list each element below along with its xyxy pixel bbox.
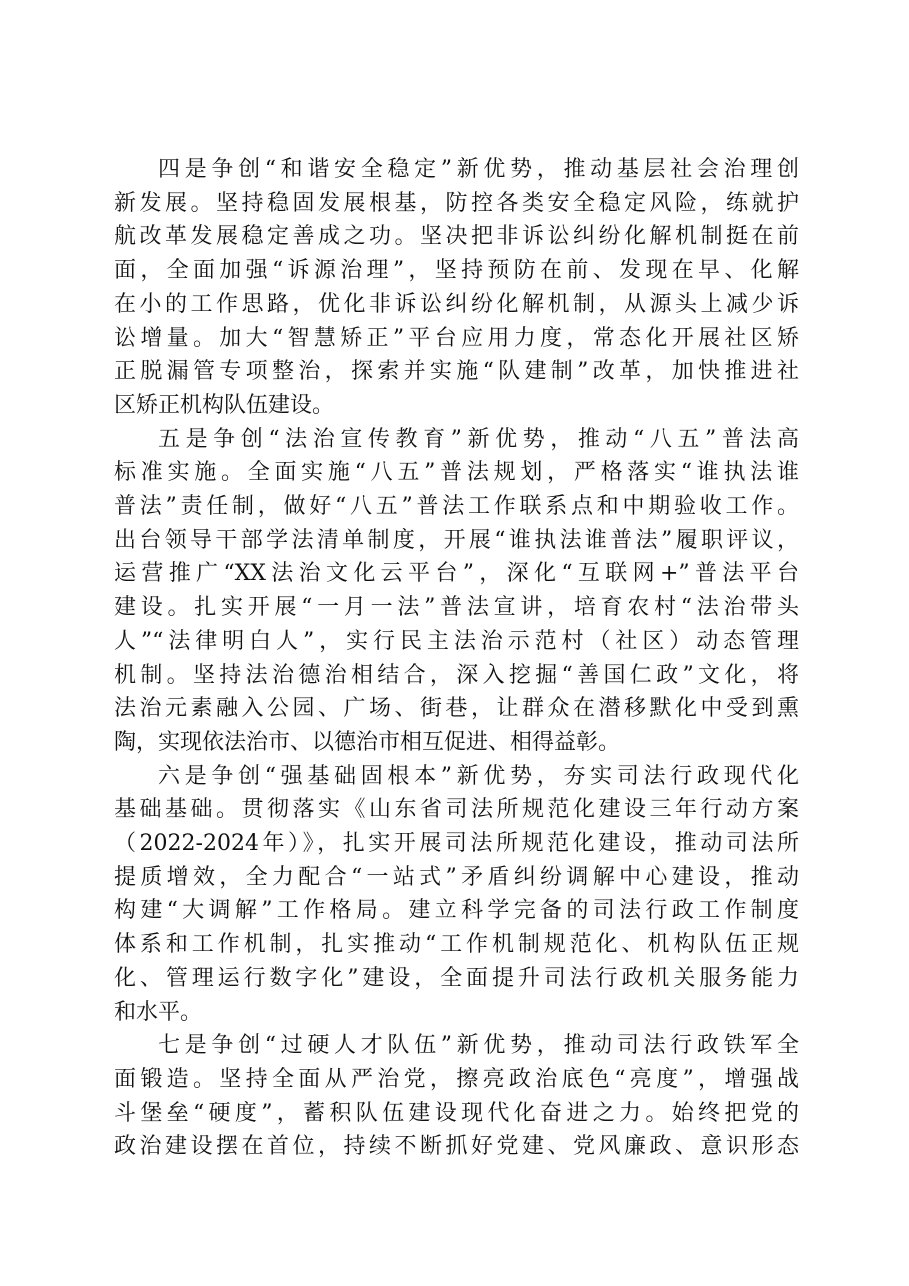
text-line: 在小的工作思路，优化非诉讼纠纷化解机制，从源头上减少诉 xyxy=(114,291,799,317)
text-line: 建设。扎实开展“一月一法”普法宣讲，培育农村“法治带头 xyxy=(114,595,799,621)
text-line: 五是争创“法治宣传教育”新优势，推动“八五”普法高 xyxy=(158,426,799,452)
text-line: 六是争创“强基础固根本”新优势，夯实司法行政现代化 xyxy=(158,763,799,789)
text-line: 新发展。坚持稳固发展根基，防控各类安全稳定风险，练就护 xyxy=(114,190,799,216)
text-line: 提质增效，全力配合“一站式”矛盾纠纷调解中心建设，推动 xyxy=(114,864,799,890)
text-line: 讼增量。加大“智慧矫正”平台应用力度，常态化开展社区矫 xyxy=(114,325,799,351)
text-line: （2022-2024年）》，扎实开展司法所规范化建设，推动司法所 xyxy=(114,831,799,856)
text-line: 体系和工作机制，扎实推动“工作机制规范化、机构队伍正规 xyxy=(114,932,799,958)
text-line: 政治建设摆在首位，持续不断抓好党建、党风廉政、意识形态 xyxy=(114,1134,799,1160)
text-line: 人”“法律明白人”，实行民主法治示范村（社区）动态管理 xyxy=(114,628,799,654)
text-line: 四是争创“和谐安全稳定”新优势，推动基层社会治理创 xyxy=(158,157,799,182)
text-line: 和水平。 xyxy=(114,999,203,1025)
text-line: 出台领导干部学法清单制度，开展“谁执法谁普法”履职评议， xyxy=(114,527,799,553)
text-line: 航改革发展稳定善成之功。坚决把非诉讼纠纷化解机制挺在前 xyxy=(114,224,799,250)
text-line: 法治元素融入公园、广场、街巷，让群众在潜移默化中受到熏 xyxy=(114,696,799,722)
text-line: 面锻造。坚持全面从严治党，擦亮政治底色“亮度”，增强战 xyxy=(114,1066,799,1092)
text-line: 机制。坚持法治德治相结合，深入挖掘“善国仁政”文化，将 xyxy=(114,662,799,688)
text-line: 运营推广“XX法治文化云平台”，深化“互联网+”普法平台 xyxy=(114,561,799,587)
text-line: 构建“大调解”工作格局。建立科学完备的司法行政工作制度 xyxy=(114,898,799,924)
text-line: 正脱漏管专项整治，探索并实施“队建制”改革，加快推进社 xyxy=(114,359,799,385)
text-line: 斗堡垒“硬度”，蓄积队伍建设现代化奋进之力。始终把党的 xyxy=(114,1100,799,1126)
text-line: 标准实施。全面实施“八五”普法规划，严格落实“谁执法谁 xyxy=(114,460,799,486)
text-line: 化、管理运行数字化”建设，全面提升司法行政机关服务能力 xyxy=(114,965,799,991)
text-line: 普法”责任制，做好“八五”普法工作联系点和中期验收工作。 xyxy=(114,494,799,519)
text-line: 七是争创“过硬人才队伍”新优势，推动司法行政铁军全 xyxy=(158,1033,799,1059)
text-line: 面，全面加强“诉源治理”，坚持预防在前、发现在早、化解 xyxy=(114,258,799,284)
text-line: 陶，实现依法治市、以德治市相互促进、相得益彰。 xyxy=(114,729,621,755)
text-line: 基础基础。贯彻落实《山东省司法所规范化建设三年行动方案 xyxy=(114,797,799,823)
text-line: 区矫正机构队伍建设。 xyxy=(114,392,335,418)
